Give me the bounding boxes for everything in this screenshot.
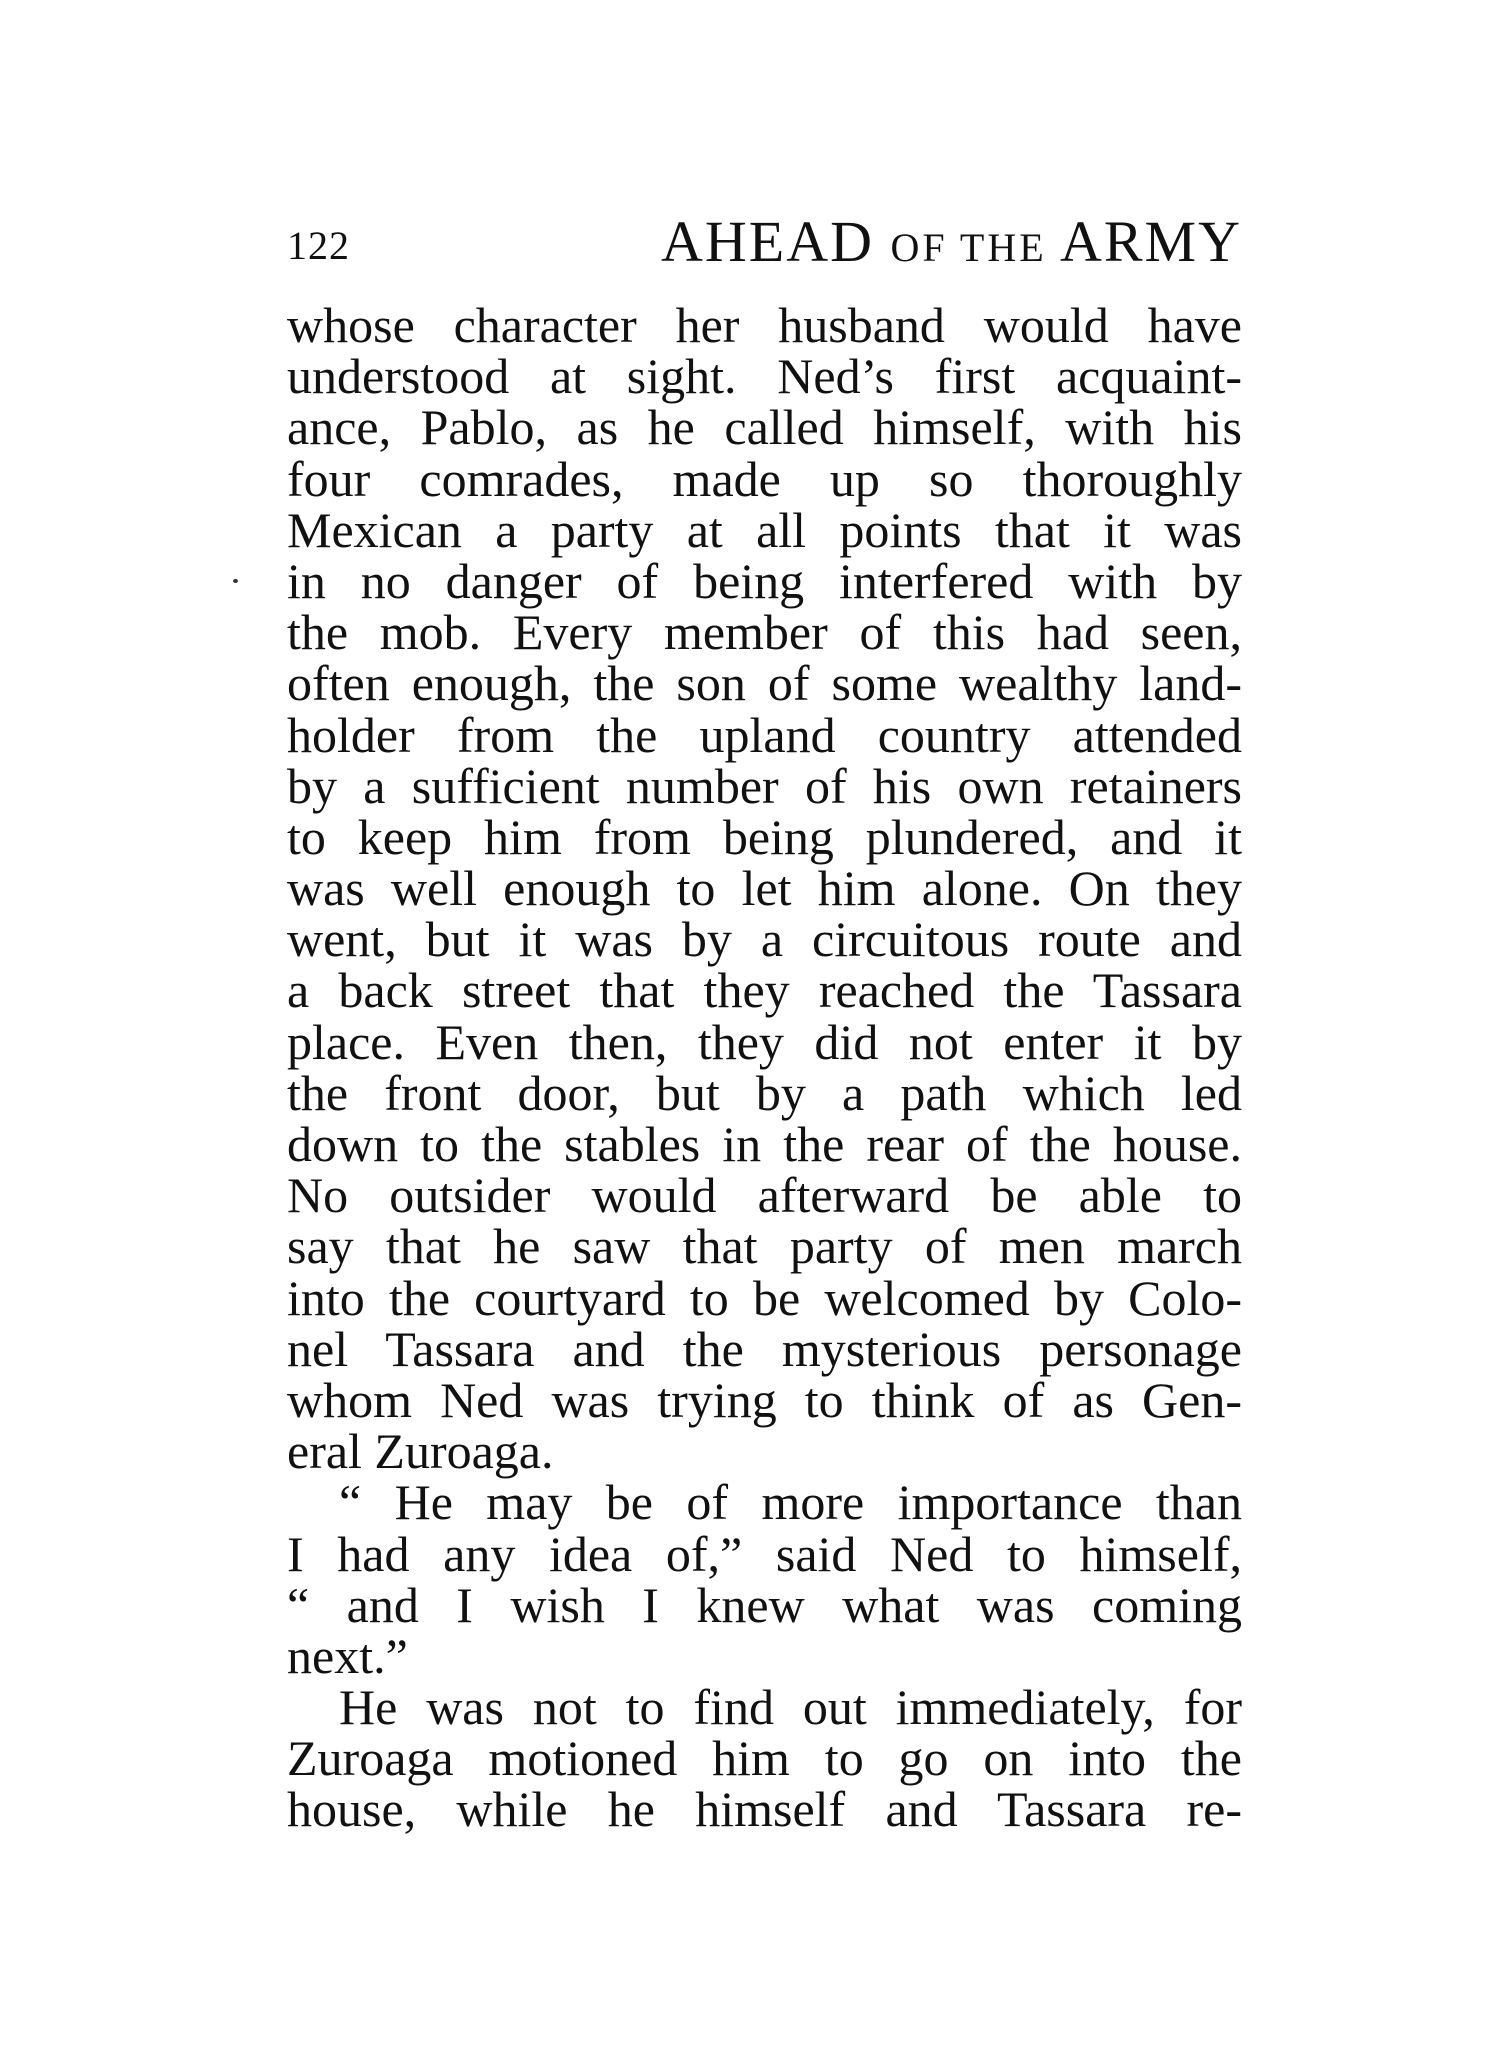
running-title-part-3: ARMY — [1059, 209, 1242, 274]
text-line: Mexican a party at all points that it was — [287, 501, 1242, 558]
text-line: place. Even then, they did not enter it by — [287, 1013, 1242, 1070]
text-line: holder from the upland country attended — [287, 706, 1242, 763]
text-line: went, but it was by a circuitous route and — [287, 911, 1242, 968]
text-line: understood at sight. Ned’s first acquaint- — [287, 348, 1242, 405]
text-line: eral Zuroaga. — [287, 1423, 554, 1480]
text-line: “ and I wish I knew what was coming — [287, 1576, 1242, 1633]
running-title — [661, 208, 1242, 275]
text-line: was well enough to let him alone. On they — [287, 860, 1242, 917]
text-line: nel Tassara and the mysterious personage — [287, 1320, 1242, 1377]
text-line: down to the stables in the rear of the house. — [287, 1116, 1242, 1172]
text-line: say that he saw that party of men march — [287, 1218, 1242, 1275]
text-line: next.” — [287, 1627, 408, 1684]
body-text — [287, 297, 1242, 1838]
text-line: whom Ned was trying to think of as Gen- — [287, 1371, 1242, 1428]
text-line: I had any idea of,” said Ned to himself, — [287, 1525, 1242, 1582]
text-line: to keep him from being plundered, and it — [287, 808, 1242, 865]
text-line: by a sufficient number of his own retainers — [287, 757, 1242, 814]
text-line: the mob. Every member of this had seen, — [287, 604, 1242, 661]
text-line: the front door, but by a path which led — [287, 1064, 1242, 1121]
text-line: four comrades, made up so thoroughly — [287, 450, 1242, 507]
text-line: in no danger of being interfered with by — [287, 552, 1242, 609]
text-line: house, while he himself and Tassara re- — [287, 1781, 1242, 1838]
running-title-part-1: AHEAD — [661, 209, 874, 274]
text-line: into the courtyard to be welcomed by Colo- — [287, 1269, 1242, 1326]
text-line: No outsider would afterward be able to — [287, 1167, 1242, 1224]
text-line: often enough, the son of some wealthy land- — [287, 655, 1242, 712]
text-line: a back street that they reached the Tassara — [287, 962, 1242, 1019]
text-line: “ He may be of more importance than — [339, 1474, 1242, 1531]
running-title-part-2: OF THE — [890, 225, 1047, 270]
page-number: 122 — [287, 223, 350, 268]
text-line: whose character her husband would have — [287, 297, 1242, 353]
text-line: He was not to find out immediately, for — [339, 1679, 1242, 1736]
ink-speck — [233, 579, 238, 583]
text-line: Zuroaga motioned him to go on into the — [287, 1730, 1242, 1787]
text-line: ance, Pablo, as he called himself, with his — [287, 399, 1242, 456]
running-header — [287, 208, 1242, 278]
